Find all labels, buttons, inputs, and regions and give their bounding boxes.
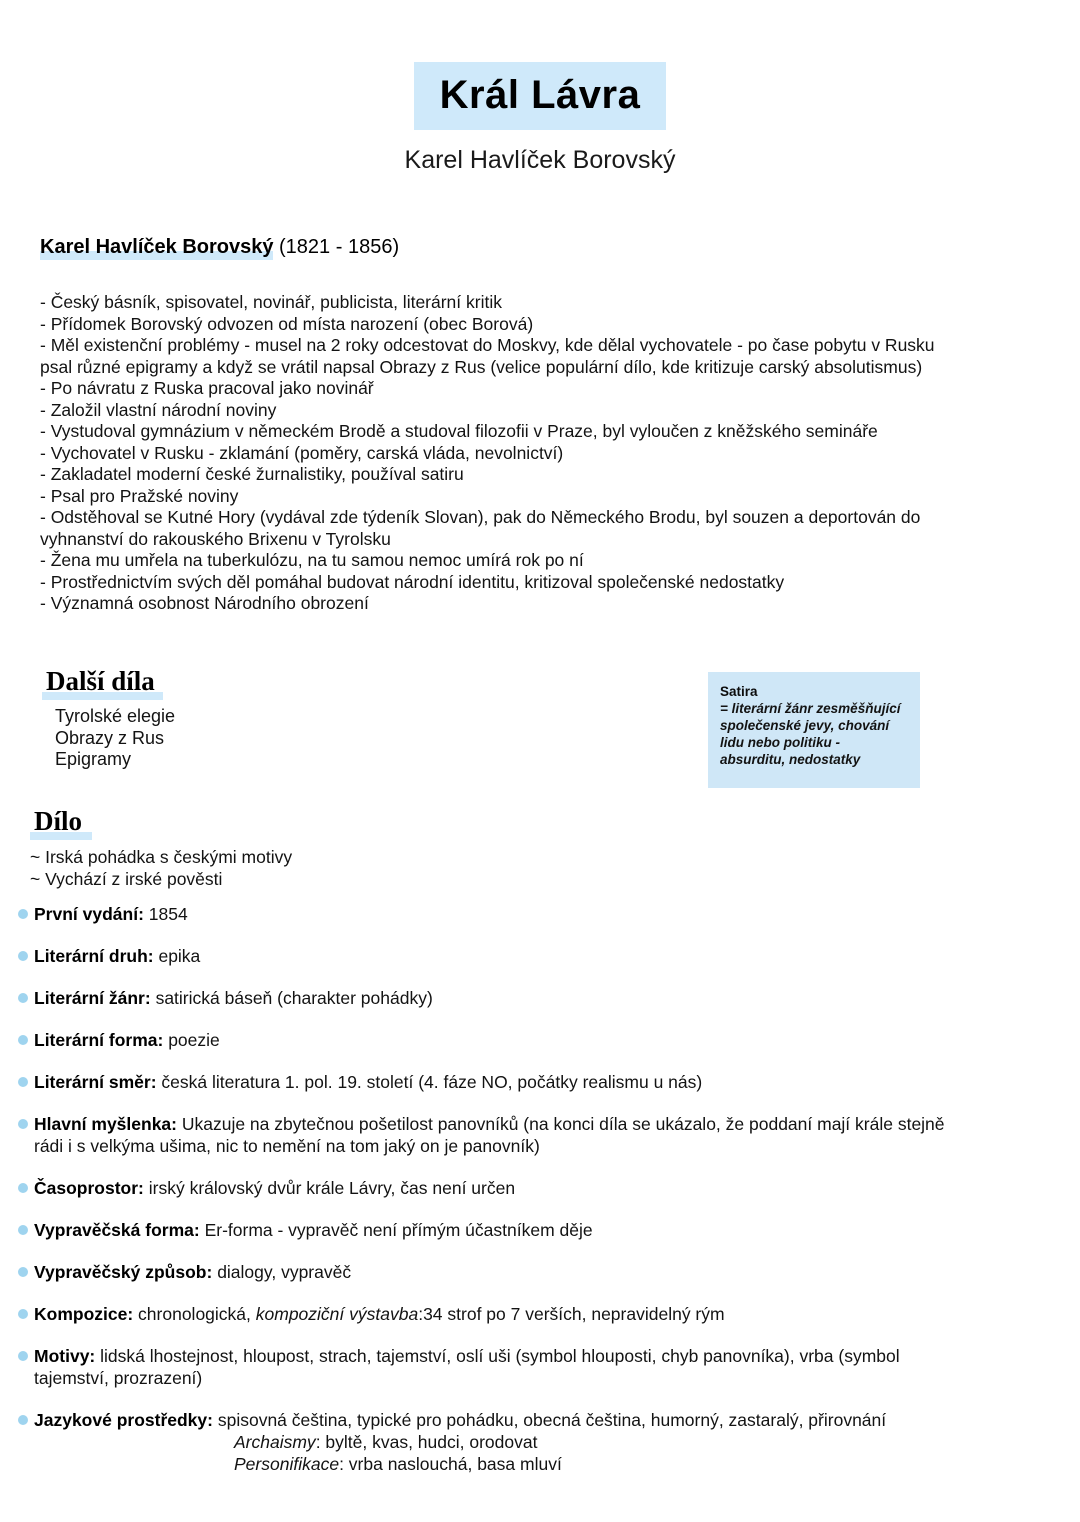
work-entry-subline-value: : byltě, kvas, hudci, orodovat [315, 1432, 538, 1452]
work-entry [16, 945, 966, 967]
author-fact: - Po návratu z Ruska pracoval jako novinář [40, 378, 374, 398]
work-entry-value: spisovná čeština, typické pro pohádku, obecná čeština, humorný, zastaralý, přirovnání [212, 1410, 887, 1430]
work-entry-label: Jazykové prostředky: [34, 1410, 213, 1430]
work-entry-label: Časoprostor: [34, 1178, 144, 1198]
other-work-item: Obrazy z Rus [55, 727, 165, 748]
work-entry [16, 1113, 966, 1157]
work-entry-label: Vypravěčský způsob: [34, 1262, 213, 1282]
work-entry-list [16, 903, 966, 1495]
work-tilde-notes [30, 846, 292, 890]
work-entry-value: Er-forma - vypravěč není přímým účastníkem děje [199, 1220, 593, 1240]
author-fact: - Psal pro Pražské noviny [40, 485, 239, 506]
satira-title: Satira [720, 684, 758, 699]
work-entry-value: Ukazuje na zbytečnou pošetilost panovníků (na konci díla se ukázalo, že poddaní mají krále stejně rádi i s velkýma ušima, nic to nemění na tom jaký on je panovník) [34, 1114, 945, 1156]
work-entry-subline [34, 1453, 966, 1475]
other-work-item: Tyrolské elegie [55, 706, 176, 726]
work-entry [16, 1219, 966, 1241]
author-fact: - Založil vlastní národní noviny [40, 399, 277, 420]
work-entry-label: Literární směr: [34, 1072, 157, 1092]
author-fact: - Měl existenční problémy - musel na 2 roky odcestovat do Moskvy, kde dělal vychovatele - po čase pobytu v Rusku psal různé epigramy a když se vrátil napsal Obrazy z Rus (velice populární dílo, kde kritizuje carský absolutismus) [40, 335, 935, 377]
work-entry-value: epika [153, 946, 201, 966]
work-entry [16, 1177, 966, 1199]
work-tilde-note: ~ Irská pohádka s českými motivy [30, 847, 293, 867]
author-fact: - Český básník, spisovatel, novinář, publicista, literární kritik [40, 292, 502, 312]
satira-definition: = literární žánr zesměšňující společenské jevy, chování lidu nebo politiku - absurditu, nedostatky [720, 701, 901, 767]
author-fact: - Vychovatel v Rusku - zklamání (poměry, carská vláda, nevolnictví) [40, 442, 564, 463]
work-entry-label: Kompozice: [34, 1304, 134, 1324]
work-entry-value: poezie [163, 1030, 220, 1050]
work-entry-subline [34, 1431, 966, 1453]
author-heading [40, 236, 399, 259]
work-entry-subline-value: : vrba naslouchá, basa mluví [339, 1454, 562, 1474]
work-entry-label: Literární druh: [34, 946, 154, 966]
work-entry-emphasis: kompoziční výstavba [255, 1304, 419, 1324]
author-fact: - Zakladatel moderní české žurnalistiky, používal satiru [40, 464, 464, 484]
work-entry-value: irský královský dvůr krále Lávry, čas není určen [143, 1178, 516, 1198]
author-fact: - Přídomek Borovský odvozen od místa narození (obec Borová) [40, 313, 534, 334]
author-fact: - Žena mu umřela na tuberkulózu, na tu samou nemoc umírá rok po ní [40, 550, 584, 570]
work-entry-value: lidská lhostejnost, hloupost, strach, tajemství, oslí uši (symbol hlouposti, chyb panovníka), vrba (symbol tajemství, prozrazení) [34, 1346, 900, 1388]
work-entry-value: satirická báseň (charakter pohádky) [150, 988, 433, 1008]
work-tilde-note: ~ Vychází z irské pověsti [30, 869, 223, 889]
work-entry: Kompozice: chronologická, kompoziční výstavba:34 strof po 7 verších, nepravidelný rým [16, 1303, 966, 1325]
work-entry [16, 1409, 966, 1475]
work-entry-label: Literární žánr: [34, 988, 151, 1008]
author-years: (1821 - 1856) [273, 236, 400, 258]
work-entry [16, 987, 966, 1009]
work-entry-subline-term: Archaismy [234, 1432, 316, 1452]
work-entry-label: Literární forma: [34, 1030, 164, 1050]
satira-callout [708, 672, 920, 788]
work-entry-label: Motivy: [34, 1346, 96, 1366]
work-entry [16, 903, 966, 925]
author-fact: - Odstěhoval se Kutné Hory (vydával zde týdeník Slovan), pak do Německého Brodu, byl souzen a deportován do vyhnanství do rakouského Brixenu v Tyrolsku [40, 507, 921, 549]
author-facts-list [40, 292, 945, 615]
author-fact: - Významná osobnost Národního obrození [40, 593, 369, 613]
work-heading: Dílo [30, 806, 92, 840]
author-name: Karel Havlíček Borovský [40, 236, 274, 258]
work-entry-label: Vypravěčská forma: [34, 1220, 200, 1240]
author-fact: - Prostřednictvím svých děl pomáhal budovat národní identitu, kritizoval společenské nedostatky [40, 571, 785, 592]
work-entry [16, 1029, 966, 1051]
work-entry-subline-term: Personifikace [234, 1454, 340, 1474]
other-works-list [55, 706, 175, 771]
work-entry-value: dialogy, vypravěč [212, 1262, 352, 1282]
other-work-item: Epigramy [55, 749, 132, 769]
work-entry [16, 1071, 966, 1093]
page-subtitle: Karel Havlíček Borovský [404, 146, 676, 174]
work-entry [16, 1261, 966, 1283]
author-fact: - Vystudoval gymnázium v německém Brodě a studoval filozofii v Praze, byl vyloučen z kněžského semináře [40, 421, 878, 441]
work-entry-label: Hlavní myšlenka: [34, 1114, 177, 1134]
work-entry-label: První vydání: [34, 904, 144, 924]
work-entry-value: česká literatura 1. pol. 19. století (4. fáze NO, počátky realismu u nás) [156, 1072, 703, 1092]
other-works-heading: Další díla [42, 666, 163, 700]
page-title: Král Lávra [414, 62, 667, 130]
title-block [0, 0, 1080, 130]
work-entry-value: 1854 [143, 904, 188, 924]
work-entry [16, 1345, 966, 1389]
